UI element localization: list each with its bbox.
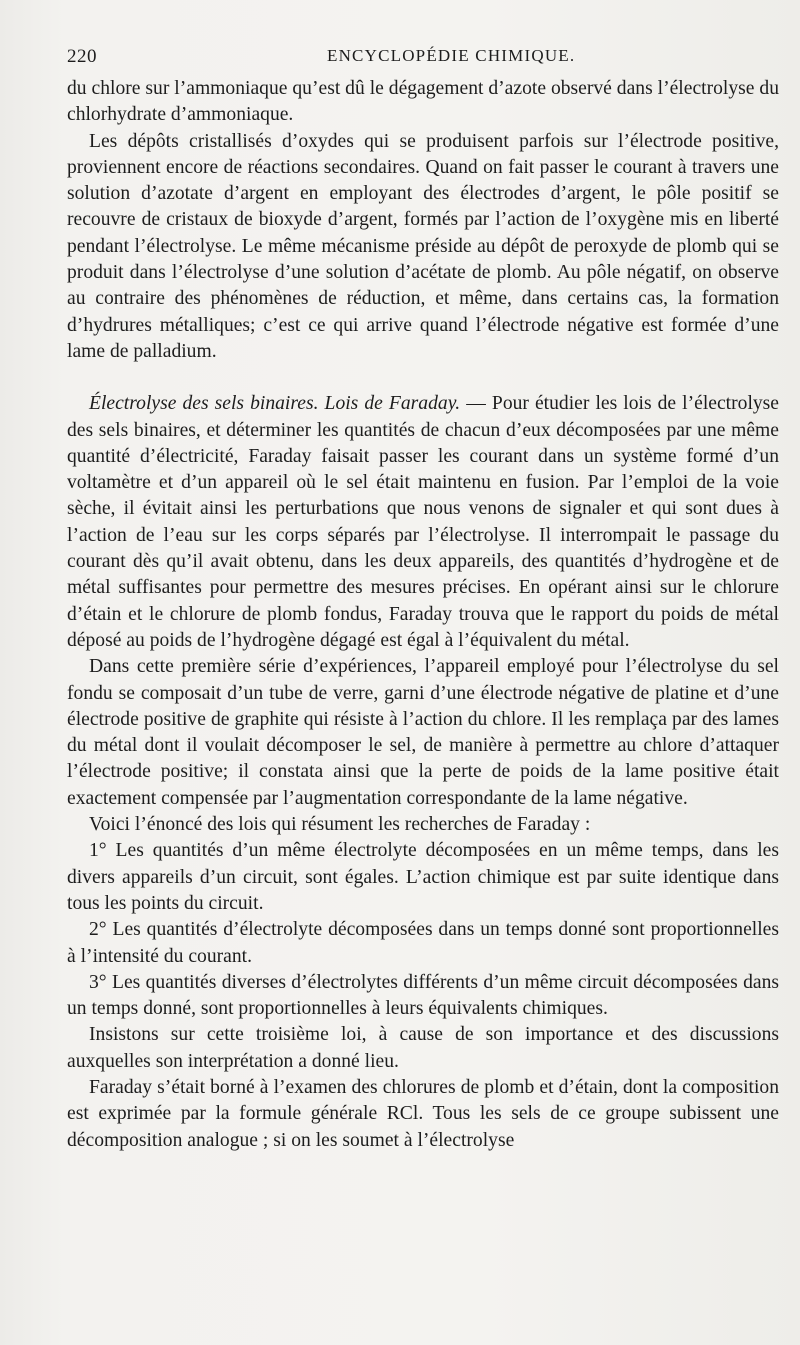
page-number: 220 — [67, 46, 97, 67]
page-header — [67, 44, 778, 72]
paragraph-apparatus: Dans cette première série d’expériences, l’appareil employé pour l’électrolyse du sel fondu se composait d’un tube de verre, garni d’une électrode négative de platine et d’une électrode positive de graphite qui résiste à l’action du chlore. Il les remplaça par des lames du métal dont il voulait décomposer le sel, de manière à permettre au chlore d’attaquer l’électrode positive; il constata ainsi que la perte de poids de la lame positive était exactement compensée par l’augmentation correspondante de la lame négative. — [67, 656, 779, 809]
law-number: 1° — [89, 840, 107, 862]
paragraph-continuation: du chlore sur l’ammoniaque qu’est dû le dégagement d’azote observé dans l’électrolyse du chlorhydrate d’ammoniaque. — [67, 78, 779, 126]
law-text: Les quantités diverses d’électrolytes différents d’un même circuit décomposées dans un temps donné, sont proportionnelles à leurs équivalents chimiques. — [67, 971, 779, 1020]
law-item-3 — [67, 970, 779, 1023]
section-faraday-laws — [67, 391, 779, 654]
running-head: ENCYCLOPÉDIE CHIMIQUE. — [327, 46, 576, 65]
law-number: 3° — [89, 971, 107, 993]
law-item-1 — [67, 838, 779, 917]
paragraph-crystal-deposits: Les dépôts cristallisés d’oxydes qui se produisent parfois sur l’électrode positive, proviennent encore de réactions secondaires. Quand on fait passer le courant à travers une solution d’azotate d’argent en employant des électrodes d’argent, le pôle positif se recouvre de cristaux de bioxyde d’argent, formés par l’action de l’oxygène mis en liberté pendant l’électrolyse. Le même mécanisme préside au dépôt de peroxyde de plomb qui se produit dans l’électrolyse d’une solution d’acétate de plomb. Au pôle négatif, on observe au contraire des phénomènes de réduction, et même, dans certains cas, la formation d’hydrures métalliques; c’est ce qui arrive quand l’électrode négative est formée d’une lame de palladium. — [67, 130, 779, 362]
section-intro-text: — Pour étudier les lois de l’électrolyse des sels binaires, et déterminer les quantités de chacun d’eux décomposées par une même quantité d’électricité, Faraday faisait passer les courant dans un système formé d’un voltamètre et d’un appareil où le sel était maintenu en fusion. Par l’emploi de la voie sèche, il évitait ainsi les perturbations que nous venons de signaler et qui sont dues à l’action de l’eau sur les corps séparés par l’électrolyse. Il interrompait le passage du courant dès qu’il avait obtenu, dans les deux appareils, des quantités d’hydrogène et de métal suffisantes pour permettre des mesures précises. En opérant ainsi sur le chlorure d’étain et le chlorure de plomb fondus, Faraday trouva que le rapport du poids de métal déposé au poids de l’hydrogène dégagé est égal à l’équivalent du métal. — [67, 393, 780, 651]
paragraph-chlorides: Faraday s’était borné à l’examen des chlorures de plomb et d’étain, dont la composition est exprimée par la formule générale RCl. Tous les sels de ce groupe subissent une décomposition analogue ; si on les soumet à l’électrolyse — [67, 1076, 779, 1151]
paragraph-third-law: Insistons sur cette troisième loi, à cause de son importance et des discussions auxquelles son interprétation a donné lieu. — [67, 1024, 779, 1072]
section-heading-faraday: Lois de Faraday. — [324, 393, 461, 415]
law-text: Les quantités d’un même électrolyte décomposées en un même temps, dans les divers appareils d’un circuit, sont égales. L’action chimique est par suite identique dans tous les points du circuit. — [67, 840, 779, 914]
section-heading-electrolysis: Électrolyse des sels binaires. — [89, 393, 319, 415]
paragraph-laws-intro: Voici l’énoncé des lois qui résument les recherches de Faraday : — [89, 814, 591, 836]
law-text: Les quantités d’électrolyte décomposées dans un temps donné sont proportionnelles à l’intensité du courant. — [67, 919, 779, 967]
law-number: 2° — [89, 919, 107, 941]
body-text — [67, 76, 779, 1154]
law-item-2 — [67, 917, 779, 970]
